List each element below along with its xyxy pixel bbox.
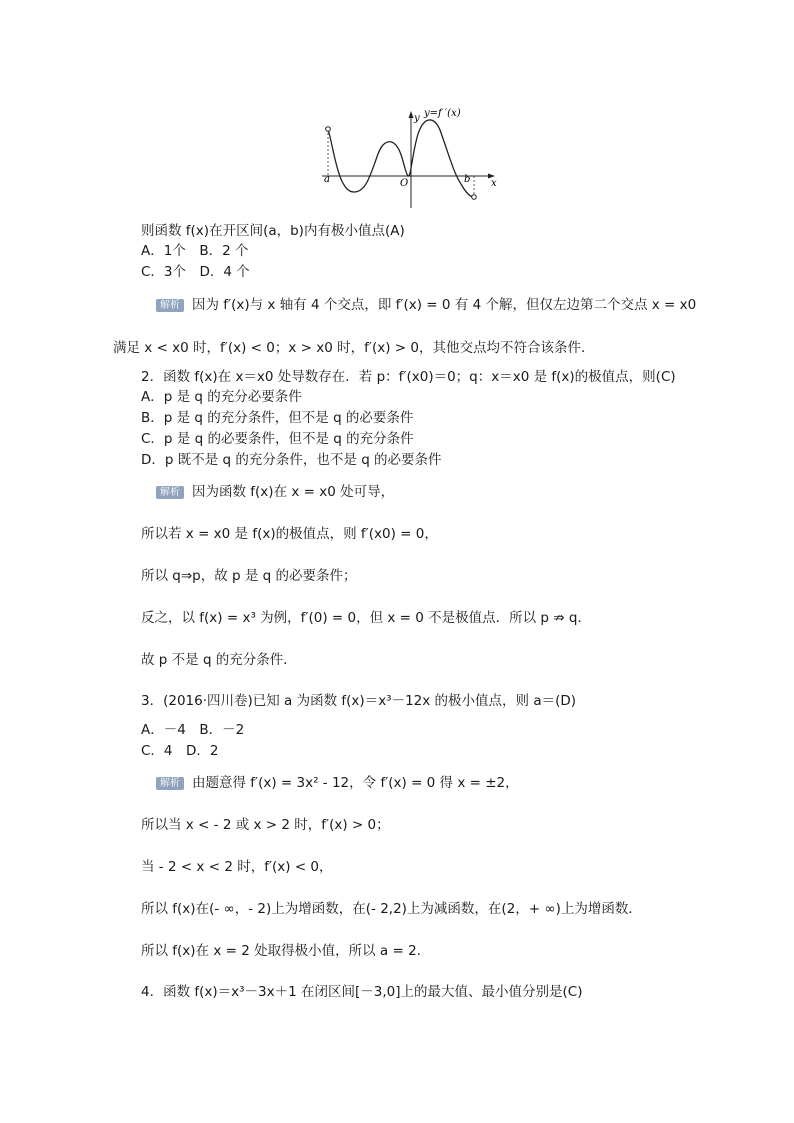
- q1-analysis-line1: [156, 296, 696, 314]
- analysis-badge: 解析: [156, 299, 184, 312]
- x-axis-label: x: [491, 178, 497, 189]
- q2-analysis-line5: 故 p 不是 q 的充分条件．: [141, 652, 297, 668]
- q3-analysis-line2: 所以当 x < - 2 或 x > 2 时，f′(x) > 0；: [141, 817, 390, 833]
- q3-analysis-line4: 所以 f(x)在(- ∞，- 2)上为增函数，在(- 2,2)上为减函数，在(2，+ ∞)上为增函数．: [141, 901, 642, 917]
- q2-stem: 2．函数 f(x)在 x＝x0 处导数存在．若 p：f′(x0)＝0；q：x＝x0 是 f(x)的极值点，则(C): [141, 369, 676, 385]
- q2-analysis-line1: [156, 483, 394, 501]
- q2-analysis-line2: 所以若 x = x0 是 f(x)的极值点，则 f′(x0) = 0，: [141, 526, 438, 542]
- q2-option-b: B．p 是 q 的充分条件，但不是 q 的必要条件: [141, 410, 414, 426]
- q2-option-c: C．p 是 q 的必要条件，但不是 q 的充分条件: [141, 431, 414, 447]
- q3-stem: 3．(2016·四川卷)已知 a 为函数 f(x)＝x³－12x 的极小值点，则 a＝(D): [141, 693, 577, 709]
- q1-stem: 则函数 f(x)在开区间(a，b)内有极小值点(A): [141, 223, 405, 239]
- origin-label: O: [400, 178, 409, 189]
- analysis-badge: 解析: [156, 777, 184, 790]
- q1-analysis-line2: 满足 x < x0 时，f′(x) < 0；x > x0 时，f′(x) > 0，其他交点均不符合该条件．: [113, 340, 595, 356]
- q2-option-d: D．p 既不是 q 的充分条件，也不是 q 的必要条件: [141, 452, 442, 468]
- y-axis-label: y: [414, 113, 420, 124]
- q3-analysis-line5: 所以 f(x)在 x = 2 处取得极小值，所以 a = 2.: [141, 943, 421, 959]
- endpoint-a: [326, 127, 331, 132]
- q2-analysis-line4: 反之，以 f(x) = x³ 为例，f′(0) = 0，但 x = 0 不是极值点．所以 p ⇏ q．: [141, 610, 591, 626]
- q3-analysis-line1: [156, 774, 519, 792]
- q2-analysis-text: 因为函数 f(x)在 x = x0 处可导，: [192, 484, 395, 500]
- q3-analysis-line3: 当 - 2 < x < 2 时，f′(x) < 0，: [141, 859, 333, 875]
- a-label: a: [324, 174, 330, 185]
- curve-label: y=f ′(x): [424, 108, 461, 119]
- derivative-graph: [318, 104, 503, 212]
- q2-option-a: A．p 是 q 的充分必要条件: [141, 389, 302, 405]
- b-label: b: [464, 174, 471, 185]
- q3-options-row1: A．－4 B．－2: [141, 722, 245, 738]
- q1-analysis-text: 因为 f′(x)与 x 轴有 4 个交点，即 f′(x) = 0 有 4 个解，但仅左边第二个交点 x = x0: [192, 297, 697, 313]
- q1-options-row1: A．1个 B．2 个: [141, 243, 249, 259]
- q1-options-row2: C．3个 D．4 个: [141, 264, 250, 280]
- q2-analysis-line3: 所以 q⇒p，故 p 是 q 的必要条件；: [141, 568, 357, 584]
- q3-options-row2: C．4 D．2: [141, 743, 219, 759]
- analysis-badge: 解析: [156, 486, 184, 499]
- q3-analysis-text: 由题意得 f′(x) = 3x² - 12，令 f′(x) = 0 得 x = ±2，: [192, 775, 519, 791]
- endpoint-b: [472, 195, 477, 200]
- q4-stem: 4．函数 f(x)＝x³－3x＋1 在闭区间[－3,0]上的最大值、最小值分别是(C): [141, 984, 583, 1000]
- y-axis-arrow: [409, 111, 414, 118]
